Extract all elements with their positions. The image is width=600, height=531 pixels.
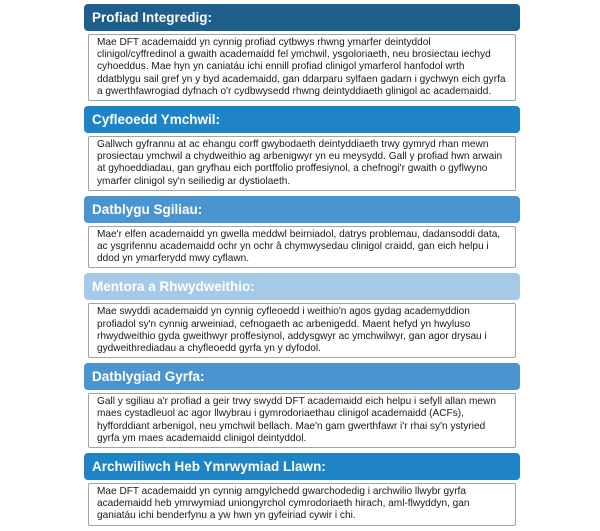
section-skills-development [84,196,520,269]
section-body: Mae DFT academaidd yn cynnig profiad cytbwys rhwng ymarfer deintyddol clinigol/cyffredinol a gwaith academaidd fel ymchwil, ysgoloriaeth, neu brosiectau iechyd cyhoeddus. Mae hyn yn caniatáu ichi ennill profiad clinigol ymarferol hanfodol wrth ddatblygu sail gref yn y byd academaidd, gan ddarparu sylfaen gadarn i gychwyn eich gyrfa a gwerthfawrogiad dyfnach o'r cydbwysedd rhwng deintyddiaeth glinigol ac academaidd. [88,34,516,101]
section-body: Mae'r elfen academaidd yn gwella meddwl beirniadol, datrys problemau, dadansoddi data, ac ysgrifennu academaidd ochr yn ochr â chymwysedau clinigol craidd, gan eich helpu i ddod yn ymarferydd mwy cyflawn. [88,226,516,269]
section-header: Mentora a Rhwydweithio: [84,273,520,300]
section-research-opportunities [84,106,520,191]
section-body: Gall y sgiliau a'r profiad a geir trwy swydd DFT academaidd eich helpu i sefyll allan mewn maes cystadleuol ac agor llwybrau i gymrodoriaethau clinigol academaidd (ACFs), hyfforddiant arbenigol, neu ymchwil bellach. Mae'n gam gwerthfawr i'r rhai sy'n ystyried gyrfa ym maes academaidd clinigol deintyddol. [88,393,516,448]
section-explore-without-commitment [84,453,520,526]
section-header: Datblygu Sgiliau: [84,196,520,223]
section-mentoring-networking [84,273,520,358]
info-panel [84,4,520,531]
section-body: Gallwch gyfrannu at ac ehangu corff gwybodaeth deintyddiaeth trwy gymryd rhan mewn prosiectau ymchwil a chydweithio ag arbenigwyr yn eu meysydd. Gall y profiad hwn arwain at gyhoeddiadau, gan gryfhau eich portffolio proffesiynol, a chefnogi'r gwaith o gyflwyno ymarfer clinigol sy'n seiliedig ar dystiolaeth. [88,136,516,191]
section-header: Cyfleoedd Ymchwil: [84,106,520,133]
section-header: Archwiliwch Heb Ymrwymiad Llawn: [84,453,520,480]
section-body: Mae swyddi academaidd yn cynnig cyfleoedd i weithio'n agos gydag academyddion profiadol sy'n cynnig arweiniad, cefnogaeth ac arbenigedd. Maent hefyd yn hwyluso rhwydweithio gyda gweithwyr proffesiynol, addysgwyr ac ymchwilwyr, gan agor drysau i gydweithrediadau a chyfleoedd gyrfa yn y dyfodol. [88,303,516,358]
section-header: Profiad Integredig: [84,4,520,31]
section-integrated-experience [84,4,520,101]
section-career-development [84,363,520,448]
section-body: Mae DFT academaidd yn cynnig amgylchedd gwarchodedig i archwilio llwybr gyrfa academaidd heb ymrwymiad uniongyrchol cymrodoriaeth hirach, aml-flwyddyn, gan ganiatáu ichi benderfynu a yw hwn yn gyfeiriad cywir i chi. [88,483,516,526]
section-header: Datblygiad Gyrfa: [84,363,520,390]
